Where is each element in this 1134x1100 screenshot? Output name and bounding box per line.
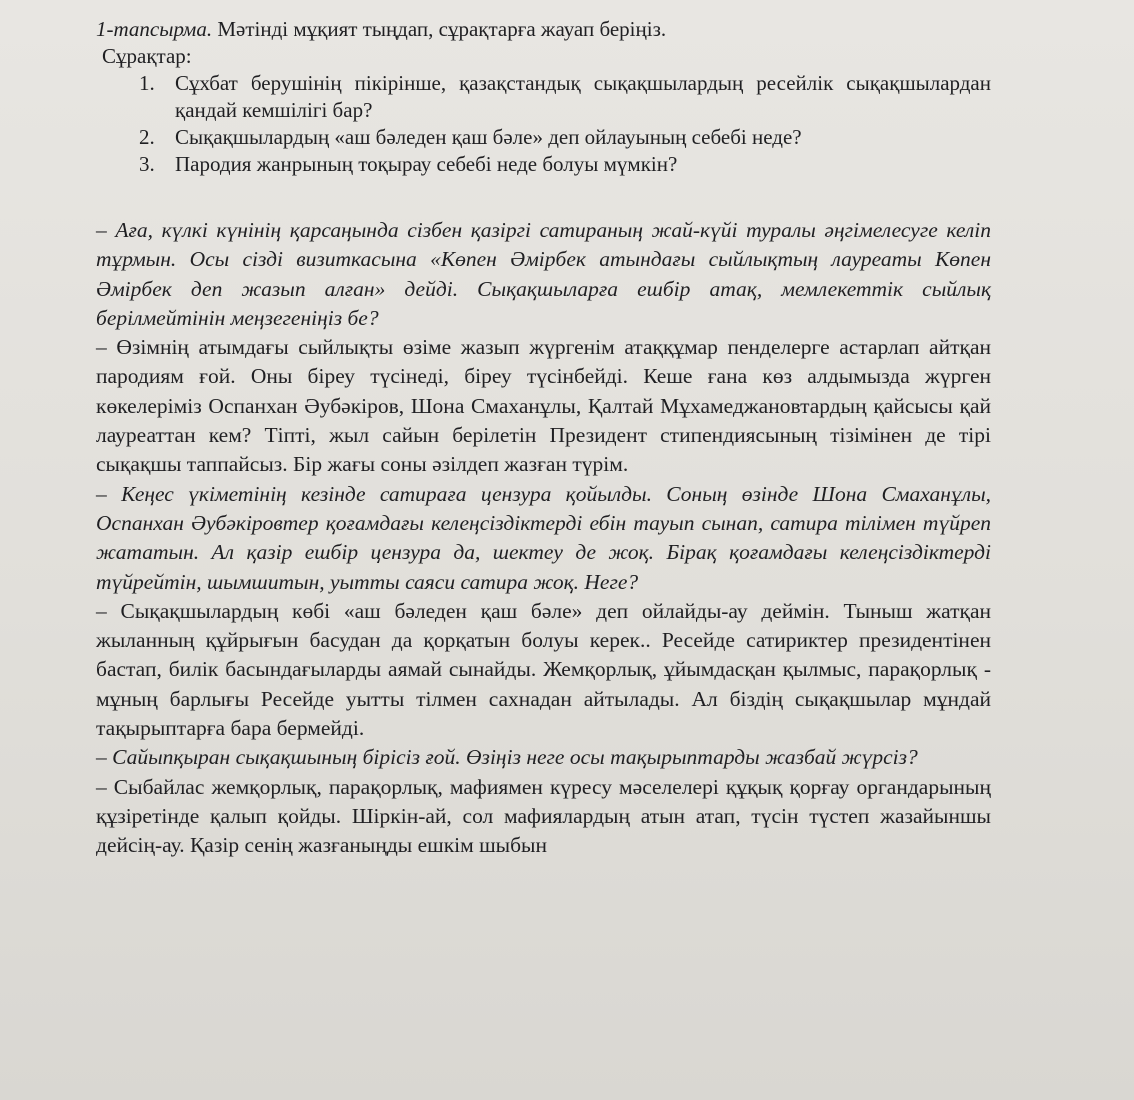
task-instruction: Мәтінді мұқият тыңдап, сұрақтарға жауап беріңіз.: [212, 17, 667, 41]
interview-text: [96, 216, 991, 861]
task-section: [96, 16, 991, 178]
question-number: 3.: [139, 152, 155, 176]
interviewee-answer-3: – Сыбайлас жемқорлық, парақорлық, мафиямен күресу мәселелері құқық қорғау органдарының құзіретінде қалып қойды. Шіркін-ай, сол мафиялардың атын атап, түсін түстеп жазайыншы дейсің-ау. Қазір сенің жазғаныңды ешкім шыбын: [96, 774, 991, 858]
task-number: 1-тапсырма.: [96, 17, 213, 41]
question-item-3: [96, 151, 991, 178]
question-item-2: [96, 124, 991, 151]
question-text: Сұхбат берушінің пікірінше, қазақстандық сықақшылардың ресейлік сықақшылардан қандай кемшілігі бар?: [175, 71, 991, 122]
question-text: Сықақшылардың «аш бәледен қаш бәле» деп ойлауының себебі неде?: [175, 125, 802, 149]
interviewer-question-2: – Кеңес үкіметінің кезінде сатираға цензура қойылды. Соның өзінде Шона Смаханұлы, Оспанхан Әубәкіровтер қоғамдағы келеңсіздіктерді ебін тауып сынап, сатира тілімен түйреп жататын. Ал қазір ешбір цензура да, шектеу де жоқ. Бірақ қоғамдағы келеңсіздіктерді түйрейтін, шымшитын, уытты саяси сатира жоқ. Неге?: [96, 481, 991, 594]
questions-title: Сұрақтар:: [102, 44, 192, 68]
questions-list: [96, 70, 991, 178]
question-number: 2.: [139, 125, 155, 149]
question-item-1: [96, 70, 991, 124]
question-number: 1.: [139, 71, 155, 95]
question-text: Пародия жанрының тоқырау себебі неде болуы мүмкін?: [175, 152, 678, 176]
interviewer-question-1: – Аға, күлкі күнінің қарсаңында сізбен қазіргі сатираның жай-күйі туралы әңгімелесуге келіп тұрмын. Осы сізді визиткасына «Көпен Әмірбек атындағы сыйлықтың лауреаты Көпен Әмірбек деп жазып алған» дейді. Сықақшыларға ешбір атақ, мемлекеттік сыйлық берілмейтінін меңзегеніңіз бе?: [96, 218, 991, 330]
interviewee-answer-2: – Сықақшылардың көбі «аш бәледен қаш бәле» деп ойлайды-ау деймін. Тыныш жатқан жыланның құйрығын басудан да қорқатын болуы керек.. Ресейде сатириктер президентінен бастап, билік басындағыларды аямай сынайды. Жемқорлық, ұйымдасқан қылмыс, парақорлық - мұның барлығы Ресейде уытты тілмен сахнадан айтылады. Ал біздің сықақшылар мұндай тақырыптарға бара бермейді.: [96, 598, 991, 741]
interviewer-question-3: – Сайыпқыран сықақшының бірісіз ғой. Өзіңіз неге осы тақырыптарды жазбай жүрсіз?: [96, 745, 918, 770]
task-heading: [96, 16, 991, 43]
interviewee-answer-1: – Өзімнің атымдағы сыйлықты өзіме жазып жүргенім атаққұмар пенделерге астарлап айтқан пародиям ғой. Оны біреу түсінеді, біреу түсінбейді. Кеше ғана көз алдымызда жүрген көкелеріміз Оспанхан Әубәкіров, Шона Смаханұлы, Қалтай Мұхамеджановтардың қайсысы қай лауреаттан кем? Тіпті, жыл сайын берілетін Президент стипендиясының тізімінен де тірі сықақшы таппайсыз. Бір жағы соны әзілдеп жазған түрім.: [96, 335, 991, 477]
